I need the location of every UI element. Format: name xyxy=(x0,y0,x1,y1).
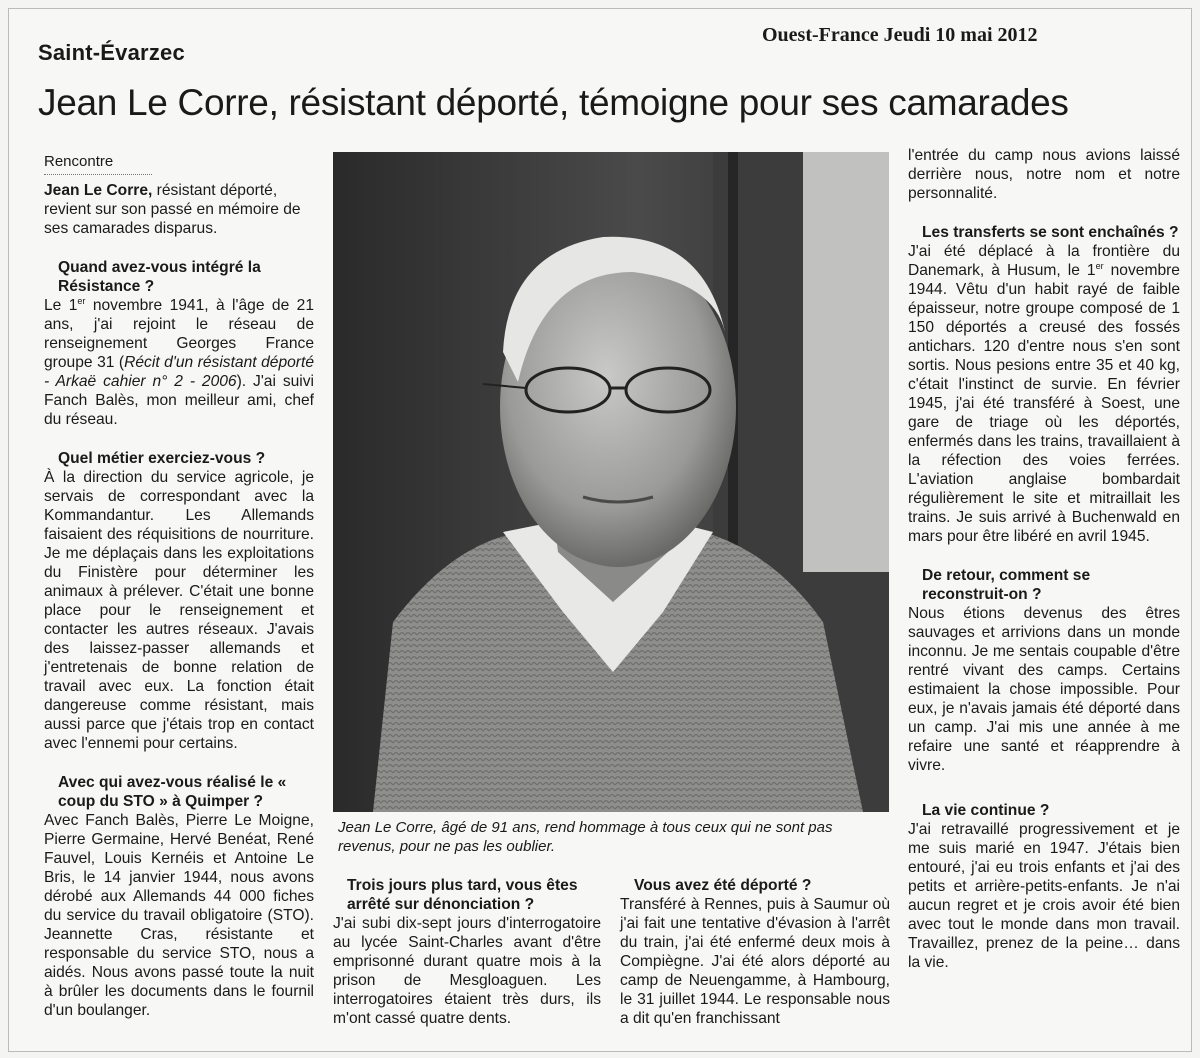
answer-6-sup: er xyxy=(1095,260,1104,271)
answer-1 xyxy=(44,296,314,429)
answer-1-sup: er xyxy=(77,295,86,306)
answer-6-end: novembre 1944. Vêtu d'un habit rayé de faible épaisseur, notre groupe composé de 1 150 déportés a creusé des fossés antichars. 120 d'entre nous s'en sont sortis. Nous pesions entre 35 et 40 kg, c'était l'instinct de survie. En février 1945, j'ai été transféré à Soest, une gare de triage où les déportés, enfermés dans les trains, travaillaient à la réfection des voies ferrées. L'aviation anglaise bombardait régulièrement le site et mitraillait les trains. Je suis arrivé à Buchenwald en mars pour être libéré en avril 1945. xyxy=(908,262,1180,545)
lead-paragraph xyxy=(44,181,314,238)
question-7: De retour, comment se reconstruit-on ? xyxy=(922,567,1091,603)
answer-1-end: ). J'ai suivi Fanch Balès, mon meilleur ami, chef du réseau. xyxy=(44,373,315,428)
section-label: Saint-Évarzec xyxy=(38,40,185,65)
question-1: Quand avez-vous intégré la Résistance ? xyxy=(58,259,261,295)
answer-5-continued: l'entrée du camp nous avions laissé derrière nous, notre nom et notre personnalité. xyxy=(908,147,1180,202)
question-5: Vous avez été déporté ? xyxy=(634,877,812,894)
photo-caption: Jean Le Corre, âgé de 91 ans, rend hommage à tous ceux qui ne sont pas revenus, pour ne pas les oublier. xyxy=(338,819,833,855)
answer-2: À la direction du service agricole, je servais de correspondant avec la Kommandantur. Les Allemands faisaient des réquisitions de nourriture. Je me déplaçais dans les exploitations du Finistère pour déterminer les animaux à prélever. C'était une bonne place pour le renseignement et contacter les autres réseaux. J'avais des laissez-passer allemands et j'entretenais de bonne relation de travail avec eux. La fonction était dangereuse comme résistant, mais aussi parce que j'étais trop en contact avec l'ennemi pour certains. xyxy=(44,469,314,752)
column-4 xyxy=(908,146,1180,972)
answer-8: J'ai retravaillé progressivement et je me suis marié en 1947. J'étais bien entouré, j'ai eu trois enfants et j'ai des petits et arrière-petits-enfants. Je n'ai aucun regret et je crois avoir été bien avec tout le monde dans mon travail. Travaillez, prenez de la peine… dans la vie. xyxy=(908,821,1180,971)
dateline: Ouest-France Jeudi 10 mai 2012 xyxy=(762,24,1038,46)
answer-6 xyxy=(908,242,1180,546)
answer-1-mid: novembre 1941, à l'âge de 21 ans, j'ai rejoint le réseau de renseignement Georges France groupe 31 ( xyxy=(44,297,314,371)
question-6: Les transferts se sont enchaînés ? xyxy=(922,224,1179,241)
column-3 xyxy=(620,858,890,1028)
lead-name: Jean Le Corre, xyxy=(44,182,153,199)
rubric: Rencontre xyxy=(44,152,152,175)
answer-1-start: Le 1 xyxy=(44,297,78,314)
column-1 xyxy=(44,152,314,1020)
portrait-image xyxy=(333,152,889,812)
headline: Jean Le Corre, résistant déporté, témoigne pour ses camarades xyxy=(38,82,1069,123)
answer-3: Avec Fanch Balès, Pierre Le Moigne, Pierre Germaine, Hervé Benéat, René Fauvel, Louis Kernéis et Antoine Le Bris, le 14 janvier 1944, nous avons dérobé aux Allemands 44 000 fiches du service du travail obligatoire (STO). Jeannette Cras, résistante et responsable du service STO, nous a aidés. Nous avons passé toute la nuit à brûler les documents dans le fournil d'un boulanger. xyxy=(44,812,314,1019)
answer-6-start: J'ai été déplacé à la frontière du Danemark, à Husum, le 1 xyxy=(908,243,1180,279)
question-4: Trois jours plus tard, vous êtes arrêté sur dénonciation ? xyxy=(347,877,578,913)
question-3: Avec qui avez-vous réalisé le « coup du STO » à Quimper ? xyxy=(58,774,287,810)
answer-7: Nous étions devenus des êtres sauvages et arrivions dans un monde inconnu. Je me sentais coupable d'être rentré vivant des camps. Certains estimaient la chose impossible. Pour eux, je n'avais jamais été déporté dans un camp. J'ai mis une année à me refaire une santé et réapprendre à vivre. xyxy=(908,605,1180,774)
answer-5: Transféré à Rennes, puis à Saumur où j'ai fait une tentative d'évasion à l'arrêt du train, j'ai été enfermé deux mois à Compiègne. J'ai été alors déporté au camp de Neuengamme, à Hambourg, le 31 juillet 1944. Le responsable nous a dit qu'en franchissant xyxy=(620,896,890,1027)
portrait-photo xyxy=(333,152,889,812)
book-reference: Récit d'un résistant déporté - Arkaë cahier n° 2 - 2006 xyxy=(44,354,315,390)
answer-4: J'ai subi dix-sept jours d'interrogatoire au lycée Saint-Charles avant d'être emprisonné durant quatre mois à la prison de Mesgloaguen. Les interrogatoires étaient très durs, ils m'ont cassé quatre dents. xyxy=(333,915,601,1027)
question-2: Quel métier exerciez-vous ? xyxy=(58,450,266,467)
question-8: La vie continue ? xyxy=(922,802,1050,819)
lead-text: résistant déporté, revient sur son passé en mémoire de ses camarades disparus. xyxy=(44,182,301,237)
column-2 xyxy=(333,858,601,1028)
